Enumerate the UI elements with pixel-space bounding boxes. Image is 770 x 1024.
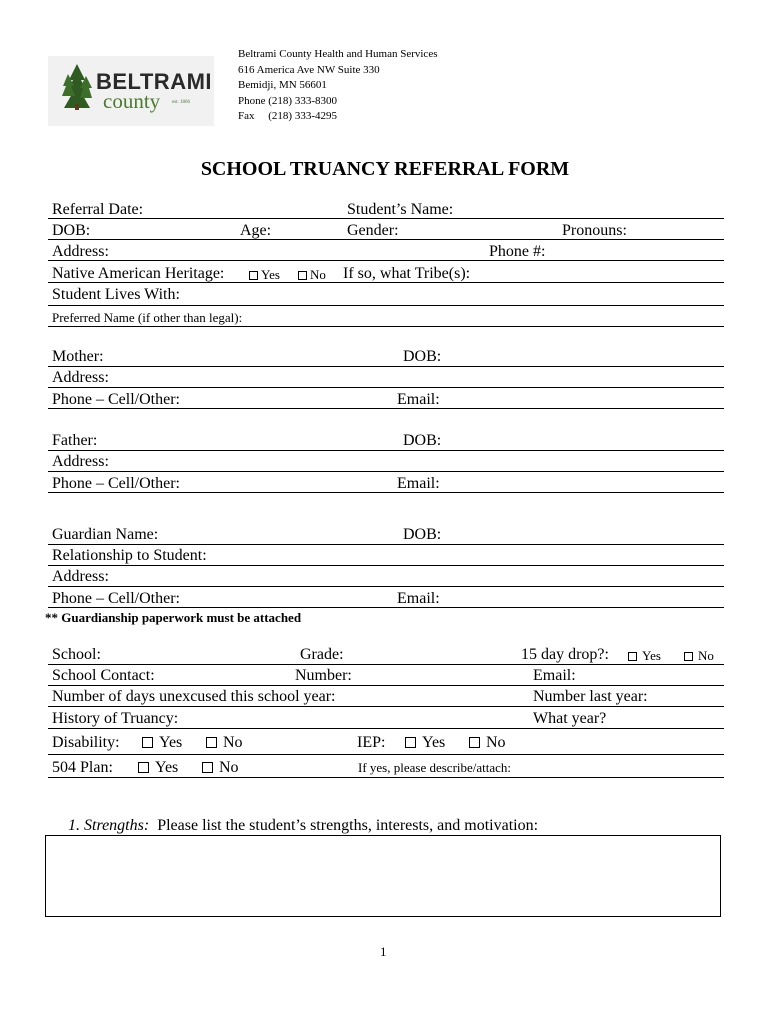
mother-address-label: Address: bbox=[52, 369, 109, 386]
checkbox-icon[interactable] bbox=[469, 737, 480, 748]
page-number: 1 bbox=[380, 944, 387, 959]
relationship-label: Relationship to Student: bbox=[52, 547, 207, 564]
yes-label: Yes bbox=[422, 734, 446, 751]
mother-dob-label: DOB: bbox=[403, 348, 442, 365]
father-phone-line[interactable] bbox=[48, 492, 724, 493]
history-line[interactable] bbox=[48, 728, 724, 729]
checkbox-icon[interactable] bbox=[138, 762, 149, 773]
father-dob-label: DOB: bbox=[403, 432, 442, 449]
school-email-label: Email: bbox=[533, 667, 576, 684]
mother-line[interactable] bbox=[48, 366, 724, 367]
checkbox-icon[interactable] bbox=[202, 762, 213, 773]
address-line[interactable] bbox=[48, 260, 724, 261]
drop-yes[interactable] bbox=[628, 648, 661, 663]
grade-label: Grade: bbox=[300, 646, 344, 663]
mother-phone-line[interactable] bbox=[48, 408, 724, 409]
checkbox-icon[interactable] bbox=[684, 652, 693, 661]
father-address-line[interactable] bbox=[48, 471, 724, 472]
guardian-phone-label: Phone – Cell/Other: bbox=[52, 590, 180, 607]
disability-no[interactable] bbox=[206, 734, 243, 752]
logo-word-beltrami: BELTRAMI bbox=[96, 69, 213, 94]
heritage-line[interactable] bbox=[48, 282, 724, 283]
age-label: Age: bbox=[240, 222, 272, 239]
preferred-name-line[interactable] bbox=[48, 326, 724, 327]
checkbox-icon[interactable] bbox=[298, 271, 307, 280]
plan504-yes[interactable] bbox=[138, 759, 178, 777]
agency-fax: Fax (218) 333-4295 bbox=[238, 110, 337, 122]
strengths-number: 1. bbox=[68, 817, 80, 834]
referral-date-line[interactable] bbox=[48, 218, 724, 219]
father-line[interactable] bbox=[48, 450, 724, 451]
mother-label: Mother: bbox=[52, 348, 104, 365]
beltrami-county-logo bbox=[48, 56, 214, 126]
strengths-prompt: Please list the student’s strengths, interests, and motivation: bbox=[157, 817, 539, 834]
students-name-label: Student’s Name: bbox=[347, 201, 454, 218]
agency-name: Beltrami County Health and Human Services bbox=[238, 48, 438, 60]
drop-no[interactable] bbox=[684, 648, 714, 663]
dob-line[interactable] bbox=[48, 239, 724, 240]
disability-label: Disability: bbox=[52, 734, 120, 751]
agency-phone: Phone (218) 333-8300 bbox=[238, 94, 337, 107]
strengths-heading bbox=[68, 817, 538, 835]
guardian-email-label: Email: bbox=[397, 590, 440, 607]
drop-label: 15 day drop?: bbox=[521, 646, 609, 663]
iep-label: IEP: bbox=[357, 734, 386, 751]
father-address-label: Address: bbox=[52, 453, 109, 470]
pine-trees-icon bbox=[62, 64, 92, 110]
yes-label: Yes bbox=[261, 267, 280, 282]
no-label: No bbox=[223, 734, 243, 751]
mother-phone-label: Phone – Cell/Other: bbox=[52, 391, 180, 408]
lives-with-label: Student Lives With: bbox=[52, 286, 180, 303]
school-label: School: bbox=[52, 646, 101, 663]
tribe-label: If so, what Tribe(s): bbox=[343, 265, 471, 282]
describe-label: If yes, please describe/attach: bbox=[358, 760, 512, 775]
form-title: SCHOOL TRUANCY REFERRAL FORM bbox=[200, 158, 570, 180]
plan504-no[interactable] bbox=[202, 759, 239, 777]
address-label: Address: bbox=[52, 243, 109, 260]
checkbox-icon[interactable] bbox=[628, 652, 637, 661]
school-line[interactable] bbox=[48, 664, 724, 665]
agency-city: Bemidji, MN 56601 bbox=[238, 79, 327, 91]
checkbox-icon[interactable] bbox=[249, 271, 258, 280]
dob-label: DOB: bbox=[52, 222, 91, 239]
native-heritage-label: Native American Heritage: bbox=[52, 265, 225, 282]
plan504-line[interactable] bbox=[48, 777, 724, 778]
relationship-line[interactable] bbox=[48, 565, 724, 566]
pronouns-label: Pronouns: bbox=[562, 222, 627, 239]
referral-date-label: Referral Date: bbox=[52, 201, 144, 218]
gender-label: Gender: bbox=[347, 222, 399, 239]
checkbox-icon[interactable] bbox=[206, 737, 217, 748]
guardian-dob-label: DOB: bbox=[403, 526, 442, 543]
phone-label: Phone #: bbox=[489, 243, 546, 260]
guardian-line[interactable] bbox=[48, 544, 724, 545]
school-contact-line[interactable] bbox=[48, 685, 724, 686]
lives-with-line[interactable] bbox=[48, 305, 724, 306]
father-email-label: Email: bbox=[397, 475, 440, 492]
no-label: No bbox=[219, 759, 239, 776]
last-year-label: Number last year: bbox=[533, 688, 648, 705]
checkbox-icon[interactable] bbox=[405, 737, 416, 748]
mother-address-line[interactable] bbox=[48, 387, 724, 388]
preferred-name-label: Preferred Name (if other than legal): bbox=[52, 310, 243, 325]
guardian-phone-line[interactable] bbox=[48, 607, 724, 608]
agency-street: 616 America Ave NW Suite 330 bbox=[238, 63, 380, 76]
father-phone-label: Phone – Cell/Other: bbox=[52, 475, 180, 492]
school-contact-label: School Contact: bbox=[52, 667, 155, 684]
mother-email-label: Email: bbox=[397, 391, 440, 408]
iep-yes[interactable] bbox=[405, 734, 445, 752]
logo-established: est. 1866 bbox=[172, 100, 191, 105]
plan504-label: 504 Plan: bbox=[52, 759, 113, 776]
number-label: Number: bbox=[295, 667, 352, 684]
guardian-label: Guardian Name: bbox=[52, 526, 159, 543]
strengths-textarea[interactable] bbox=[45, 835, 721, 917]
disability-line[interactable] bbox=[48, 754, 724, 755]
guardian-address-label: Address: bbox=[52, 568, 109, 585]
agency-address bbox=[238, 47, 437, 125]
logo-word-county: county bbox=[103, 89, 161, 113]
unexcused-label: Number of days unexcused this school year: bbox=[52, 688, 336, 705]
iep-no[interactable] bbox=[469, 734, 506, 752]
native-heritage-no[interactable] bbox=[298, 267, 326, 282]
no-label: No bbox=[486, 734, 506, 751]
native-heritage-yes[interactable] bbox=[249, 267, 280, 282]
guardianship-note: ** Guardianship paperwork must be attached bbox=[45, 610, 302, 625]
history-label: History of Truancy: bbox=[52, 710, 179, 727]
yes-label: Yes bbox=[155, 759, 179, 776]
what-year-label: What year? bbox=[533, 710, 607, 727]
guardian-address-line[interactable] bbox=[48, 586, 724, 587]
father-label: Father: bbox=[52, 432, 98, 449]
checkbox-icon[interactable] bbox=[142, 737, 153, 748]
yes-label: Yes bbox=[642, 648, 661, 663]
yes-label: Yes bbox=[159, 734, 183, 751]
no-label: No bbox=[310, 267, 326, 282]
disability-yes[interactable] bbox=[142, 734, 182, 752]
strengths-label: Strengths: bbox=[84, 817, 150, 834]
no-label: No bbox=[698, 648, 714, 663]
unexcused-line[interactable] bbox=[48, 706, 724, 707]
